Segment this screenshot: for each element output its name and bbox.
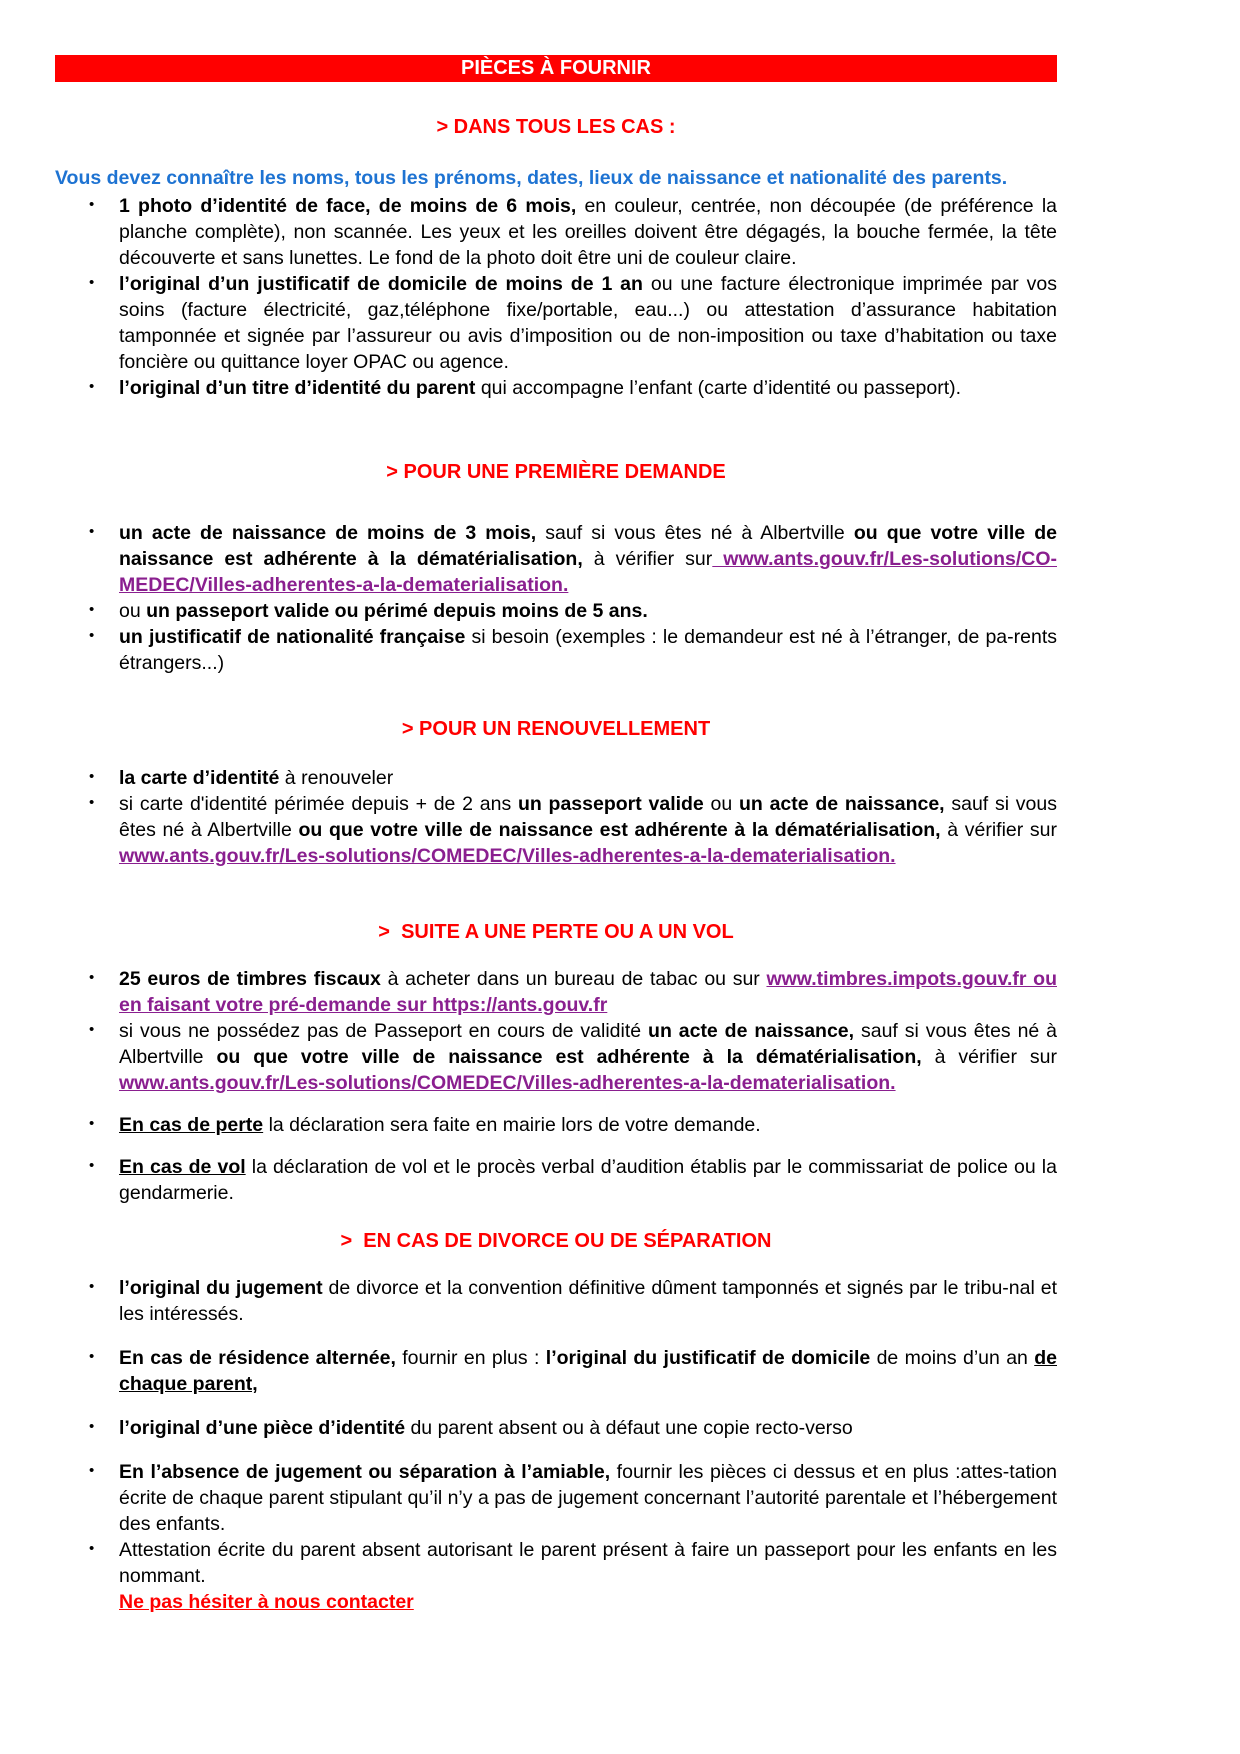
section-renouvellement [55,718,1057,869]
text-segment: ou [703,793,739,815]
text-segment: En cas de perte [119,1114,264,1136]
text-segment: ou [119,600,147,622]
requirement-item [119,193,1057,271]
text-segment: à vérifier sur [921,1046,1057,1068]
section-heading-perte-ou-vol: > SUITE A UNE PERTE OU A UN VOL [378,921,734,943]
text-segment: du parent absent ou à défaut une copie recto-verso [405,1417,853,1439]
text-segment: En cas de vol [119,1156,246,1178]
intro-note: Vous devez connaître les noms, tous les prénoms, dates, lieux de naissance et nationalité des parents. [55,167,1008,189]
text-segment: un acte de naissance, [648,1020,855,1042]
document-title-banner [55,55,1057,82]
text-segment: à renouveler [279,767,394,789]
text-segment: un acte de naissance, [738,793,945,815]
contact-link[interactable]: Ne pas hésiter à nous contacter [119,1591,414,1613]
requirement-item [119,765,1057,791]
requirement-item [119,1415,1057,1441]
requirement-item [119,1275,1057,1327]
hyperlink[interactable]: www.timbres.impots.gouv.fr ou en faisant votre pré-demande sur https://ants.gouv.fr [119,968,1057,1016]
text-segment: fournir en plus : [395,1347,546,1369]
requirement-item [119,1537,1057,1615]
requirement-item [119,598,1057,624]
requirement-item [119,1459,1057,1537]
text-segment: la déclaration de vol et le procès verbal d’audition établis par le commissariat de police ou la gendarmerie. [119,1156,1057,1204]
text-segment: sauf si vous êtes né à Albertville [536,522,854,544]
text-segment: l’original d’une pièce d’identité [119,1417,406,1439]
text-segment: un passeport valide [517,793,704,815]
text-segment: de chaque parent, [119,1347,1057,1395]
text-segment: de divorce et la convention définitive dûment tamponnés et signés par le tribu-nal et les intéressés. [119,1277,1057,1325]
section-dans-tous-les-cas [55,116,1057,401]
text-segment: un acte de naissance de moins de 3 mois, [119,522,537,544]
text-segment: sauf si vous êtes né à Albertville [119,793,1057,841]
requirement-item [119,520,1057,598]
page-title: PIÈCES À FOURNIR [460,57,652,79]
hyperlink[interactable]: www.ants.gouv.fr/Les-solutions/CO-MEDEC/Villes-adherentes-a-la-dematerialisation. [119,548,1057,596]
text-segment: sauf si vous êtes né à Albertville [119,1020,1057,1068]
text-segment: à acheter dans un bureau de tabac ou sur [380,968,767,990]
text-segment: En cas de résidence alternée, [119,1347,396,1369]
text-segment: à vérifier sur [582,548,713,570]
requirement-item [119,966,1057,1018]
text-segment: 1 photo d’identité de face, de moins de 6 mois, [119,195,577,217]
text-segment: ou une facture électronique imprimée par vos soins (facture électricité, gaz,téléphone fixe/portable, eau...) ou attestation d’assurance habitation tamponnée et signée par l’assureur ou avis d’imposition ou de non-imposition ou taxe d’habitation ou taxe foncière ou quittance loyer OPAC ou agence. [119,273,1057,373]
text-segment: ou que votre ville de naissance est adhérente à la dématérialisation, [298,819,941,841]
requirement-item [119,375,1057,401]
text-segment: la carte d’identité [119,767,280,789]
requirements-list [55,966,1057,1206]
requirement-item [119,791,1057,869]
text-segment: qui accompagne l’enfant (carte d’identité ou passeport). [475,377,962,399]
requirements-list [55,765,1057,869]
hyperlink[interactable]: www.ants.gouv.fr/Les-solutions/COMEDEC/Villes-adherentes-a-la-dematerialisation. [119,845,896,867]
text-segment: à vérifier sur [940,819,1057,841]
hyperlink[interactable]: www.ants.gouv.fr/Les-solutions/COMEDEC/Villes-adherentes-a-la-dematerialisation. [119,1072,896,1094]
requirements-list [55,520,1057,676]
requirement-item [119,271,1057,375]
section-premiere-demande [55,461,1057,676]
section-divorce-separation [55,1230,1057,1615]
text-segment: de moins d’un an [870,1347,1035,1369]
text-segment: fournir les pièces ci dessus et en plus :attes-tation écrite de chaque parent stipulant qu’il n’y a pas de jugement concernant l’autorité parentale et l’hébergement des enfants. [119,1461,1058,1535]
text-segment: l’original du justificatif de domicile [545,1347,871,1369]
requirements-list [55,193,1057,401]
requirement-item [119,624,1057,676]
section-perte-ou-vol [55,921,1057,1206]
requirement-item [119,1345,1057,1397]
section-heading-dans-tous-les-cas: > DANS TOUS LES CAS : [436,116,676,138]
text-segment: l’original d’un titre d’identité du parent [119,377,476,399]
section-heading-renouvellement: > POUR UN RENOUVELLEMENT [401,718,711,740]
text-segment: l’original d’un justificatif de domicile de moins de 1 an [119,273,643,295]
text-segment: ou que votre ville de naissance est adhérente à la dématérialisation, [119,522,1057,570]
text-segment: l’original du jugement [119,1277,323,1299]
text-segment: si vous ne possédez pas de Passeport en cours de validité [119,1020,649,1042]
text-segment: Attestation écrite du parent absent autorisant le parent présent à faire un passeport pour les enfants en les nommant. [119,1539,1057,1587]
text-segment: en couleur, centrée, non découpée (de préférence la planche complète), non scannée. Les yeux et les oreilles doivent être dégagés, la bouche fermée, la tête découverte et sans lunettes. Le fond de la photo doit être uni de couleur claire. [119,195,1058,269]
requirements-list [55,1275,1057,1615]
text-segment: En l’absence de jugement ou séparation à l’amiable, [119,1461,611,1483]
document-content [55,55,1057,1615]
text-segment: la déclaration sera faite en mairie lors de votre demande. [263,1114,761,1136]
requirement-item [119,1018,1057,1096]
section-heading-premiere-demande: > POUR UNE PREMIÈRE DEMANDE [386,461,726,483]
text-segment: si carte d'identité périmée depuis + de 2 ans [119,793,518,815]
requirement-item [119,1154,1057,1206]
text-segment: ou que votre ville de naissance est adhérente à la dématérialisation, [216,1046,922,1068]
text-segment: 25 euros de timbres fiscaux [119,968,381,990]
text-segment: un passeport valide ou périmé depuis moins de 5 ans. [146,600,648,622]
text-segment: un justificatif de nationalité française [119,626,466,648]
section-heading-divorce-separation: > EN CAS DE DIVORCE OU DE SÉPARATION [340,1230,772,1252]
requirement-item [119,1112,1057,1138]
text-segment: si besoin (exemples : le demandeur est né à l’étranger, de pa-rents étrangers...) [119,626,1057,674]
